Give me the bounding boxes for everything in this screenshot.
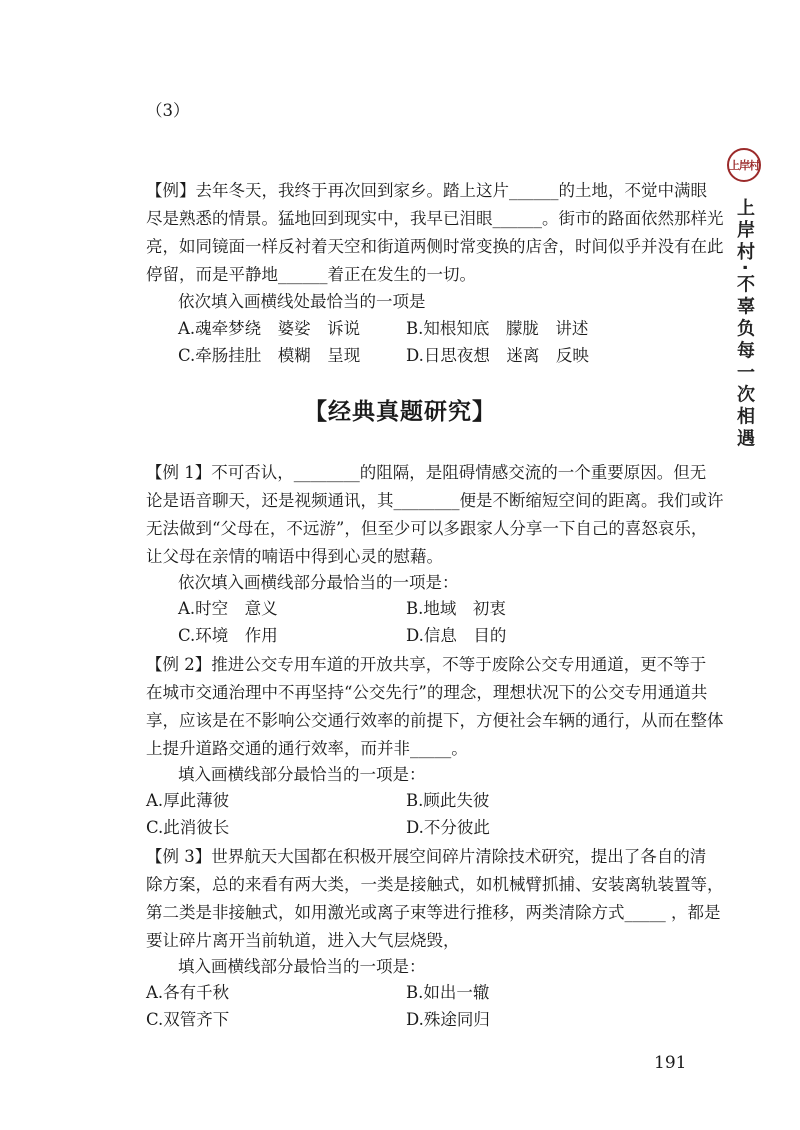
option-a: A.魂牵梦绕 婆娑 诉说: [178, 319, 361, 338]
question-text: 填入画横线部分最恰当的一项是：: [178, 765, 426, 784]
paragraph-line: 除方案，总的来看有两大类，一类是接触式，如机械臂抓捕、安装离轨装置等，: [146, 875, 724, 894]
paragraph-line: 尽是熟悉的情景。猛地回到现实中，我早已泪眼______。街市的路面依然那样光: [146, 209, 724, 228]
option-d: D.信息 目的: [406, 626, 507, 645]
paragraph-line: 亮，如同镜面一样反衬着天空和街道两侧时常变换的店舍，时间似乎并没有在此: [146, 237, 724, 256]
section-number: （3）: [146, 101, 190, 120]
option-c: C.此消彼长: [146, 818, 230, 837]
option-b: B.知根知底 朦胧 讲述: [406, 319, 589, 338]
section-title: 【经典真题研究】: [304, 399, 496, 425]
paragraph-line: 【例】去年冬天，我终于再次回到家乡。踏上这片______的土地，不觉中满眼: [146, 181, 707, 200]
option-d: D.殊途同归: [406, 1010, 490, 1029]
option-a: A.时空 意义: [178, 599, 278, 618]
option-d: D.不分彼此: [406, 818, 490, 837]
question-text: 填入画横线部分最恰当的一项是：: [178, 957, 426, 976]
paragraph-line: 让父母在亲情的喃语中得到心灵的慰藉。: [146, 547, 443, 566]
paragraph-line: 享，应该是在不影响公交通行效率的前提下，方便社会车辆的通行，从而在整体: [146, 711, 724, 730]
option-d: D.日思夜想 迷离 反映: [406, 346, 589, 365]
paragraph-line: 【例 2】推进公交专用车道的开放共享，不等于废除公交专用通道，更不等于: [146, 655, 707, 674]
paragraph-line: 第二类是非接触式，如用激光或离子束等进行推移，两类清除方式_____ ，都是: [146, 903, 721, 922]
option-b: B.如出一辙: [406, 983, 490, 1002]
page-number: 191: [654, 1053, 687, 1073]
option-c: C.双管齐下: [146, 1010, 230, 1029]
paragraph-line: 【例 3】世界航天大国都在积极开展空间碎片清除技术研究，提出了各自的清: [146, 847, 707, 866]
paragraph-line: 无法做到“父母在，不远游”，但至少可以多跟家人分享一下自己的喜怒哀乐，: [146, 519, 708, 538]
side-branding: [726, 148, 762, 451]
brand-logo: 上岸村: [727, 148, 761, 182]
paragraph-line: 上提升道路交通的通行效率，而并非_____。: [146, 739, 468, 758]
question-text: 依次填入画横线处最恰当的一项是: [178, 292, 426, 311]
paragraph-line: 在城市交通治理中不再坚持“公交先行”的理念，理想状况下的公交专用通道共: [146, 683, 708, 702]
option-b: B.顾此失彼: [406, 791, 490, 810]
question-text: 依次填入画横线部分最恰当的一项是：: [178, 573, 459, 592]
paragraph-line: 【例 1】不可否认，________的阻隔，是阻碍情感交流的一个重要原因。但无: [146, 463, 707, 482]
option-c: C.环境 作用: [178, 626, 278, 645]
option-a: A.各有千秋: [146, 983, 230, 1002]
option-c: C.牵肠挂肚 模糊 呈现: [178, 346, 361, 365]
paragraph-line: 论是语音聊天，还是视频通讯，其________便是不断缩短空间的距离。我们或许: [146, 491, 724, 510]
paragraph-line: 停留，而是平静地______着正在发生的一切。: [146, 265, 476, 284]
option-a: A.厚此薄彼: [146, 791, 230, 810]
option-b: B.地域 初衷: [406, 599, 506, 618]
vertical-slogan: 上岸村·不辜负每一次相遇: [734, 198, 755, 451]
paragraph-line: 要让碎片离开当前轨道，进入大气层烧毁，: [146, 931, 460, 950]
